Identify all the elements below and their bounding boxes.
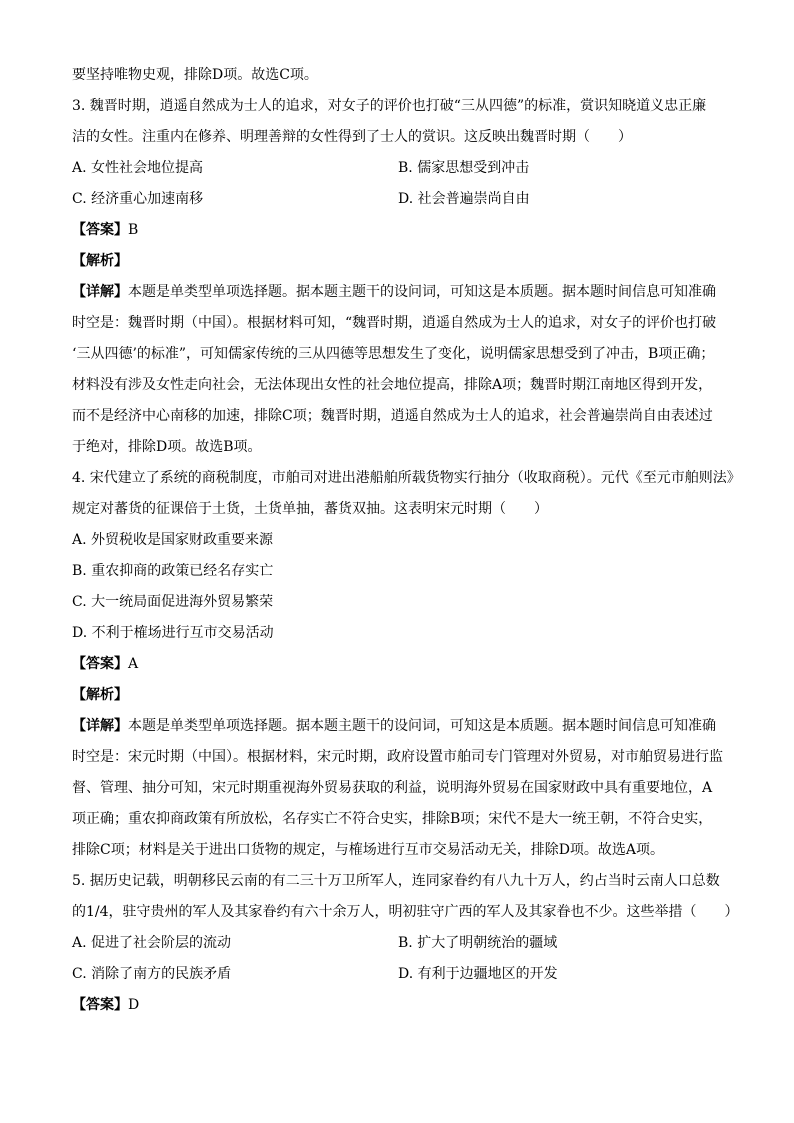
q3-answer bbox=[72, 215, 736, 246]
detail-tag: 【详解】 bbox=[72, 284, 128, 300]
q3-stem-line-1: 3. 魏晋时期，逍遥自然成为士人的追求，对女子的评价也打破“三从四德”的标准，赏识知晓道义忠正廉 bbox=[72, 98, 707, 114]
q5-option-b: B. 扩大了明朝统治的疆域 bbox=[398, 935, 558, 951]
q5-options-row-2 bbox=[72, 959, 736, 990]
q3-options-row-2 bbox=[72, 184, 736, 215]
q4-option-d: D. 不利于榷场进行互市交易活动 bbox=[72, 625, 274, 641]
q4-detail-text-1: 本题是单类型单项选择题。据本题主题干的设问词，可知这是本质题。据本题时间信息可知准确 bbox=[128, 718, 716, 734]
q4-detail-line-4: 项正确；重农抑商政策有所放松，名存实亡不符合史实，排除B项；宋代不是大一统王朝，不符合史实， bbox=[72, 811, 713, 827]
q5-options-row-1 bbox=[72, 928, 736, 959]
q4-analysis-tag bbox=[72, 680, 736, 711]
q3-detail-line-1 bbox=[72, 277, 736, 308]
question-3 bbox=[72, 91, 736, 463]
q3-option-a: A. 女性社会地位提高 bbox=[72, 160, 204, 176]
q5-option-c: C. 消除了南方的民族矛盾 bbox=[72, 966, 232, 982]
q5-option-a: A. 促进了社会阶层的流动 bbox=[72, 935, 232, 951]
q3-detail-line-4: 材料没有涉及女性走向社会，无法体现出女性的社会地位提高，排除A项；魏晋时期江南地区得到开发， bbox=[72, 377, 713, 393]
analysis-tag: 【解析】 bbox=[72, 687, 128, 703]
answer-tag: 【答案】 bbox=[72, 997, 128, 1013]
q3-detail-line-3: ‘三从四德’的标准”，可知儒家传统的三从四德等思想发生了变化，说明儒家思想受到了冲击，B项正确； bbox=[72, 346, 715, 362]
q4-stem-line-2: 规定对蕃货的征课倍于土货，土货单抽，蕃货双抽。这表明宋元时期（ ） bbox=[72, 501, 548, 517]
q3-stem-line-2: 洁的女性。注重内在修养、明理善辩的女性得到了士人的赏识。这反映出魏晋时期（ ） bbox=[72, 129, 632, 145]
q2-tail-text: 要坚持唯物史观，排除D项。故选C项。 bbox=[72, 67, 318, 83]
q4-answer bbox=[72, 649, 736, 680]
q4-answer-value: A bbox=[128, 656, 139, 672]
q3-detail-line-5: 而不是经济中心南移的加速，排除C项；魏晋时期，逍遥自然成为士人的追求，社会普遍崇尚自由表述过 bbox=[72, 408, 713, 424]
document-page bbox=[72, 60, 741, 1021]
question-4 bbox=[72, 463, 741, 866]
q4-detail-line-2: 时空是：宋元时期（中国）。根据材料，宋元时期，政府设置市舶司专门管理对外贸易，对市舶贸易进行监 bbox=[72, 749, 723, 765]
detail-tag: 【详解】 bbox=[72, 718, 128, 734]
q3-option-d: D. 社会普遍崇尚自由 bbox=[398, 191, 530, 207]
q3-detail-line-2: 时空是：魏晋时期（中国）。根据材料可知，“魏晋时期，逍遥自然成为士人的追求，对女子的评价也打破 bbox=[72, 315, 717, 331]
analysis-tag: 【解析】 bbox=[72, 253, 128, 269]
q3-detail-text-1: 本题是单类型单项选择题。据本题主题干的设问词，可知这是本质题。据本题时间信息可知准确 bbox=[128, 284, 716, 300]
q4-detail-line-3: 督、管理、抽分可知，宋元时期重视海外贸易获取的利益，说明海外贸易在国家财政中具有重要地位，A bbox=[72, 780, 713, 796]
answer-tag: 【答案】 bbox=[72, 222, 128, 238]
q4-option-a: A. 外贸税收是国家财政重要来源 bbox=[72, 532, 274, 548]
q4-option-b: B. 重农抑商的政策已经名存实亡 bbox=[72, 563, 274, 579]
q3-option-b: B. 儒家思想受到冲击 bbox=[398, 160, 530, 176]
question-5 bbox=[72, 866, 739, 1021]
q3-detail-line-6: 于绝对，排除D项。故选B项。 bbox=[72, 439, 262, 455]
q5-option-d: D. 有利于边疆地区的开发 bbox=[398, 966, 558, 982]
q4-stem-line-1: 4. 宋代建立了系统的商税制度，市舶司对进出港船舶所载货物实行抽分（收取商税）。元代《至元市舶则法》 bbox=[72, 470, 741, 486]
answer-tag: 【答案】 bbox=[72, 656, 128, 672]
q4-option-c: C. 大一统局面促进海外贸易繁荣 bbox=[72, 594, 274, 610]
q3-analysis-tag bbox=[72, 246, 736, 277]
q3-answer-value: B bbox=[128, 222, 139, 238]
q5-stem-line-1: 5. 据历史记载，明朝移民云南的有二三十万卫所军人，连同家眷约有八九十万人，约占当时云南人口总数 bbox=[72, 873, 720, 889]
q3-options-row-1 bbox=[72, 153, 736, 184]
q5-stem-line-2: 的1/4，驻守贵州的军人及其家眷约有六十余万人，明初驻守广西的军人及其家眷也不少。这些举措（ ） bbox=[72, 904, 739, 920]
q4-detail-line-1 bbox=[72, 711, 736, 742]
q3-option-c: C. 经济重心加速南移 bbox=[72, 191, 204, 207]
q4-detail-line-5: 排除C项；材料是关于进出口货物的规定，与榷场进行互市交易活动无关，排除D项。故选A项。 bbox=[72, 842, 665, 858]
q5-answer-value: D bbox=[128, 997, 140, 1013]
q5-answer bbox=[72, 990, 736, 1021]
